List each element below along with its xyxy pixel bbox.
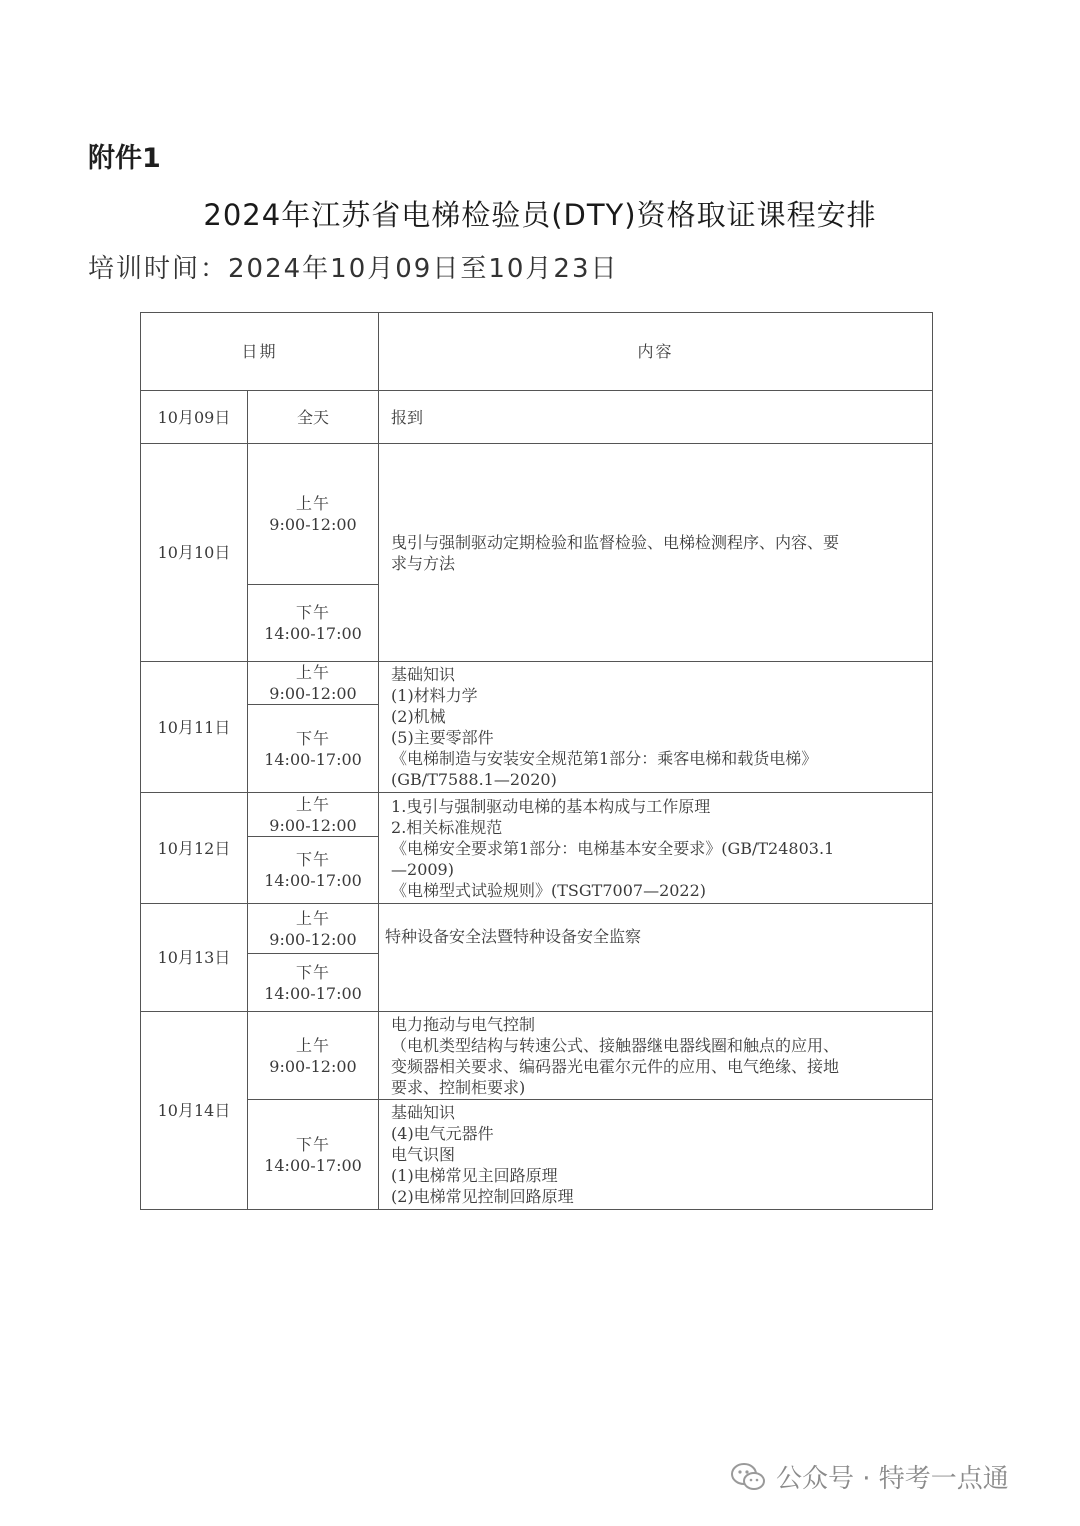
content-line: (GB/T7588.1—2020) xyxy=(391,770,557,789)
content-line: 基础知识 xyxy=(391,1103,456,1122)
row-content xyxy=(379,793,933,904)
wechat-icon xyxy=(730,1461,766,1493)
row-date: 10月11日 xyxy=(141,662,248,793)
am-time: 9:00-12:00 xyxy=(269,1056,357,1076)
content-line: 变频器相关要求、编码器光电霍尔元件的应用、电气绝缘、接地 xyxy=(391,1056,840,1076)
am-slot xyxy=(248,793,379,837)
am-label: 上午 xyxy=(296,1035,331,1055)
pm-time: 14:00-17:00 xyxy=(264,624,362,643)
am-slot xyxy=(248,1012,379,1100)
content-line: (4)电气元器件 xyxy=(391,1124,494,1143)
am-label: 上午 xyxy=(296,663,331,682)
row-date: 10月14日 xyxy=(141,1012,248,1210)
content-line: （电机类型结构与转速公式、接触器继电器线圈和触点的应用、 xyxy=(391,1035,840,1055)
pm-time: 14:00-17:00 xyxy=(264,983,362,1003)
page-title: 2024年江苏省电梯检验员(DTY)资格取证课程安排 xyxy=(203,198,877,232)
row-content: 报到 xyxy=(379,391,933,444)
am-label: 上午 xyxy=(296,794,331,814)
am-slot xyxy=(248,904,379,954)
table-header-row xyxy=(141,313,933,391)
row-content xyxy=(379,904,933,1012)
content-line: 电力拖动与电气控制 xyxy=(391,1014,536,1034)
row-date: 10月10日 xyxy=(141,444,248,662)
table-row xyxy=(141,1012,933,1100)
watermark-text: 公众号 · 特考一点通 xyxy=(776,1464,1009,1494)
content-line: 特种设备安全法暨特种设备安全监察 xyxy=(385,927,642,946)
table-row xyxy=(141,662,933,705)
schedule-table xyxy=(140,312,933,1210)
pm-label: 下午 xyxy=(296,962,331,982)
row-date: 10月13日 xyxy=(141,904,248,1012)
content-line: (1)电梯常见主回路原理 xyxy=(391,1166,558,1185)
content-line: —2009) xyxy=(391,859,454,879)
content-line: 《电梯型式试验规则》(TSGT7007—2022) xyxy=(391,880,707,900)
content-line: 要求、控制柜要求) xyxy=(391,1077,526,1097)
pm-label: 下午 xyxy=(296,603,331,622)
am-label: 上午 xyxy=(296,494,331,513)
content-line: 基础知识 xyxy=(391,665,456,684)
pm-slot xyxy=(248,585,379,662)
attachment-label: 附件1 xyxy=(88,143,161,174)
content-line: 曳引与强制驱动定期检验和监督检验、电梯检测程序、内容、要 xyxy=(391,532,840,552)
content-line: (5)主要零部件 xyxy=(391,728,494,747)
pm-slot xyxy=(248,1100,379,1210)
pm-slot xyxy=(248,837,379,904)
content-line: (2)机械 xyxy=(391,707,446,726)
table-row xyxy=(141,391,933,444)
am-slot xyxy=(248,444,379,585)
pm-label: 下午 xyxy=(296,728,331,748)
am-label: 上午 xyxy=(296,908,331,928)
training-period: 培训时间：2024年10月09日至10月23日 xyxy=(88,254,619,284)
row-date: 10月12日 xyxy=(141,793,248,904)
content-line: (1)材料力学 xyxy=(391,686,478,705)
row-slot: 全天 xyxy=(248,391,379,444)
header-content: 内容 xyxy=(379,313,933,391)
content-line: 2.相关标准规范 xyxy=(391,817,503,837)
row-date: 10月09日 xyxy=(141,391,248,444)
pm-slot xyxy=(248,705,379,793)
content-line: 1.曳引与强制驱动电梯的基本构成与工作原理 xyxy=(391,796,711,816)
header-date: 日期 xyxy=(141,313,379,391)
watermark xyxy=(730,1458,1009,1495)
table-row xyxy=(141,793,933,837)
pm-time: 14:00-17:00 xyxy=(264,1155,362,1175)
pm-time: 14:00-17:00 xyxy=(264,871,362,890)
pm-label: 下午 xyxy=(296,850,331,869)
table-row xyxy=(141,904,933,954)
content-line: 电气识图 xyxy=(391,1145,456,1164)
pm-content xyxy=(379,1100,933,1210)
row-content xyxy=(379,444,933,662)
am-time: 9:00-12:00 xyxy=(269,815,357,835)
content-line: 《电梯安全要求第1部分：电梯基本安全要求》(GB/T24803.1 xyxy=(391,838,835,858)
content-line: 《电梯制造与安装安全规范第1部分：乘客电梯和载货电梯》 xyxy=(391,749,818,768)
table-row xyxy=(141,1100,933,1210)
am-content xyxy=(379,1012,933,1100)
am-time: 9:00-12:00 xyxy=(269,515,357,534)
row-content xyxy=(379,662,933,793)
am-time: 9:00-12:00 xyxy=(269,929,357,949)
content-line: 求与方法 xyxy=(391,553,456,573)
pm-label: 下午 xyxy=(296,1134,331,1154)
am-slot xyxy=(248,662,379,705)
am-time: 9:00-12:00 xyxy=(269,684,357,703)
pm-slot xyxy=(248,954,379,1012)
pm-time: 14:00-17:00 xyxy=(264,749,362,769)
table-row xyxy=(141,444,933,585)
content-line: (2)电梯常见控制回路原理 xyxy=(391,1187,574,1206)
